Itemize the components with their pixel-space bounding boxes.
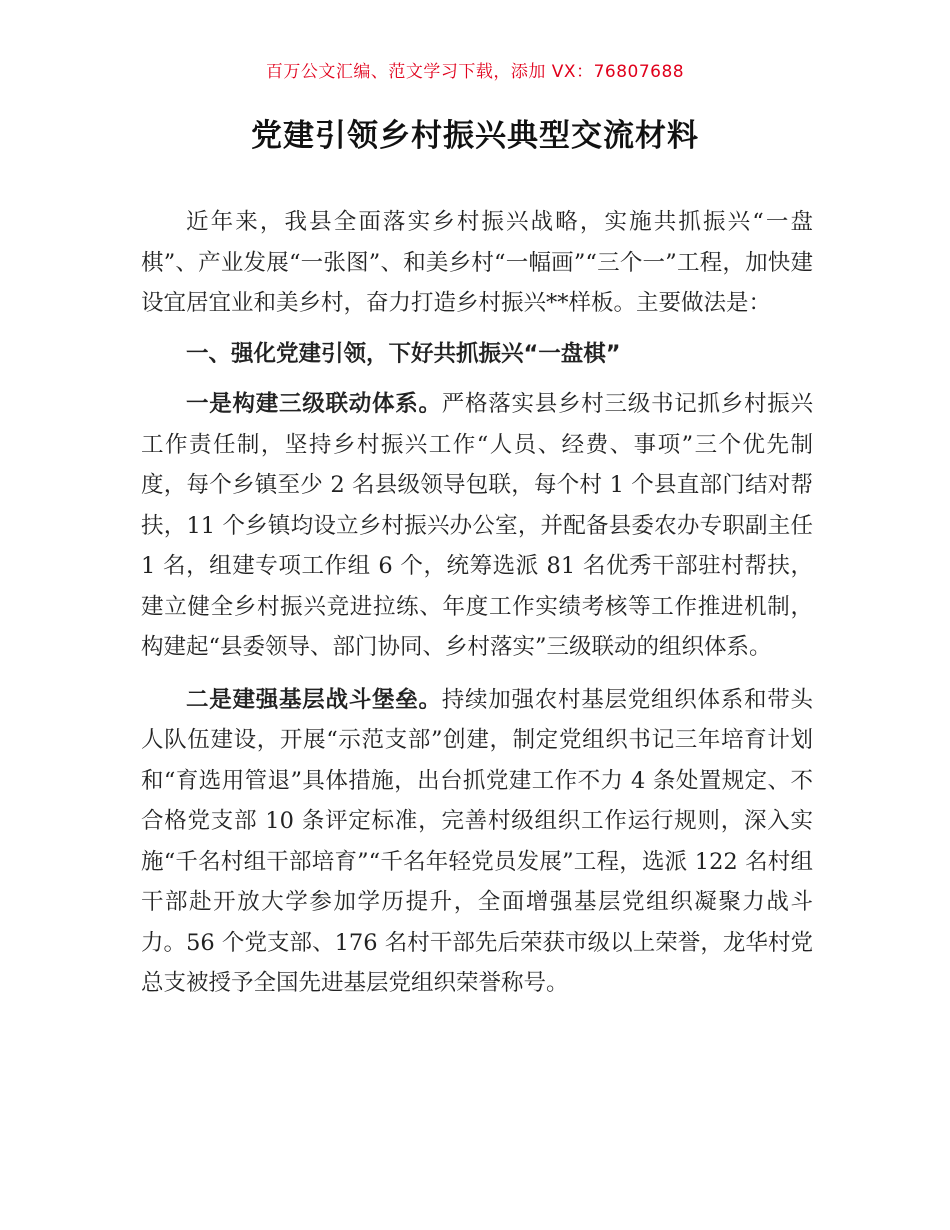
paragraph-lead: 一是构建三级联动体系。 bbox=[186, 391, 442, 417]
paragraph-lead: 二是建强基层战斗堡垒。 bbox=[186, 686, 442, 713]
paragraph-text: 持续加强农村基层党组织体系和带头人队伍建设，开展“示范支部”创建，制定党组织书记三年培育计划和“育选用管退”具体措施，出台抓党建工作不力 4 条处置规定、不合格党支部 10 条评定标准，完善村级组织工作运行规则，深入实施“千名村组干部培育”“千名年轻党员发展”工程，选派 122 名村组干部赴开放大学参加学历提升，全面增强基层党组织凝聚力战斗力。56 个党支部、176 名村干部先后荣获市级以上荣誉，龙华村党总支被授予全国先进基层党组织荣誉称号。 bbox=[141, 686, 813, 996]
paragraph-text: 严格落实县乡村三级书记抓乡村振兴工作责任制，坚持乡村振兴工作“人员、经费、事项”三个优先制度，每个乡镇至少 2 名县级领导包联，每个村 1 个县直部门结对帮扶，11 个乡镇均设立乡村振兴办公室，并配备县委农办专职副主任 1 名，组建专项工作组 6 个，统筹选派 81 名优秀干部驻村帮扶，建立健全乡村振兴竞进拉练、年度工作实绩考核等工作推进机制，构建起“县委领导、部门协同、乡村落实”三级联动的组织体系。 bbox=[141, 391, 813, 660]
paragraph-item-2 bbox=[141, 680, 813, 1004]
intro-paragraph: 近年来，我县全面落实乡村振兴战略，实施共抓振兴“一盘棋”、产业发展“一张图”、和美乡村“一幅画”“三个一”工程，加快建设宜居宜业和美乡村，奋力打造乡村振兴**样板。主要做法是： bbox=[141, 209, 813, 316]
paragraph-item-1 bbox=[141, 384, 813, 668]
document-body bbox=[141, 202, 813, 1004]
section-heading: 一、强化党建引领，下好共抓振兴“一盘棋” bbox=[186, 340, 621, 367]
header-note: 百万公文汇编、范文学习下载，添加 VX：76807688 bbox=[265, 62, 685, 82]
document-title: 党建引领乡村振兴典型交流材料 bbox=[251, 118, 699, 154]
